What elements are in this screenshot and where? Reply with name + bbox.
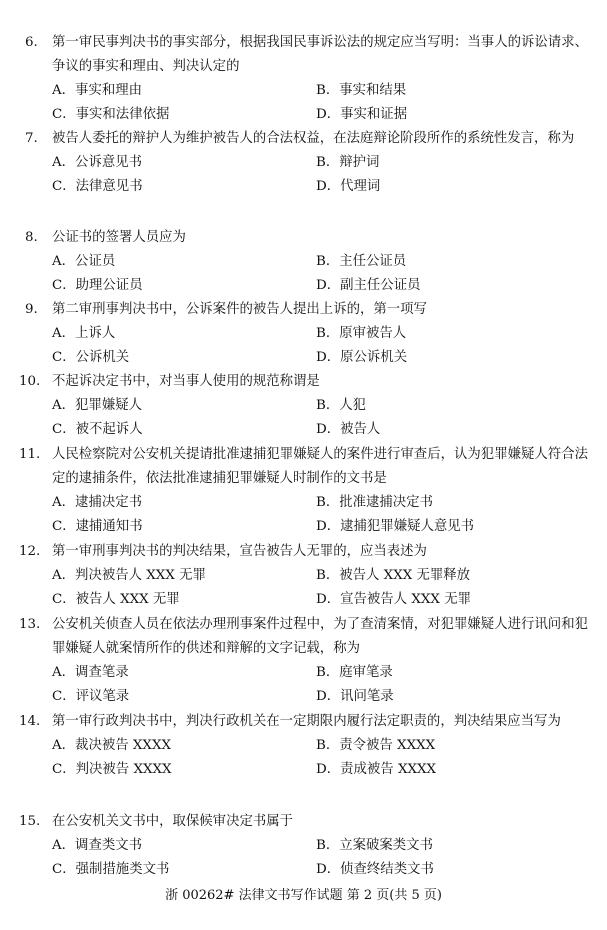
question-text: 第一审行政判决书中，判决行政机关在一定期限内履行法定职责的，判决结果应当写为 — [52, 714, 561, 729]
options — [0, 322, 607, 370]
option-a: A．公证员 — [52, 254, 116, 269]
options — [0, 661, 607, 709]
question-stem — [0, 810, 607, 834]
question-text: 被告人委托的辩护人为维护被告人的合法权益，在法庭辩论阶段所作的系统性发言，称为 — [52, 131, 575, 146]
option-d: D．副主任公证员 — [316, 278, 421, 293]
question-stem — [0, 540, 607, 564]
options — [0, 250, 607, 298]
question-text: 第一审民事判决书的事实部分，根据我国民事诉讼法的规定应当写明：当事人的诉讼请求、争议的事实和理由、判决认定的 — [52, 35, 588, 74]
option-d: D．事实和证据 — [316, 107, 408, 122]
question-11 — [0, 443, 607, 539]
option-a: A．事实和理由 — [52, 83, 143, 98]
option-b: B．主任公证员 — [316, 254, 407, 269]
option-c: C．公诉机关 — [52, 350, 130, 365]
option-a: A．上诉人 — [52, 326, 116, 341]
question-text: 公证书的签署人员应为 — [52, 230, 186, 245]
question-number: 7. — [25, 131, 38, 146]
option-c: C．被告人 XXX 无罪 — [52, 592, 180, 607]
option-a: A．裁决被告 XXXX — [52, 738, 172, 753]
question-number: 12. — [19, 544, 41, 559]
question-12 — [0, 540, 607, 612]
question-8 — [0, 226, 607, 298]
option-c: C．判决被告 XXXX — [52, 762, 172, 777]
options — [0, 491, 607, 539]
options — [0, 734, 607, 782]
option-c: C．逮捕通知书 — [52, 519, 143, 534]
option-d: D．责成被告 XXXX — [316, 762, 437, 777]
options — [0, 79, 607, 127]
option-b: B．庭审笔录 — [316, 665, 393, 680]
option-b: B．事实和结果 — [316, 83, 407, 98]
question-stem — [0, 298, 607, 322]
question-text: 不起诉决定书中，对当事人使用的规范称谓是 — [52, 374, 320, 389]
options — [0, 834, 607, 882]
option-c: C．评议笔录 — [52, 689, 130, 704]
question-text: 在公安机关文书中，取保候审决定书属于 — [52, 814, 294, 829]
question-number: 15. — [19, 814, 41, 829]
question-number: 6. — [25, 35, 38, 50]
question-number: 8. — [25, 230, 38, 245]
option-b: B．原审被告人 — [316, 326, 407, 341]
option-c: C．法律意见书 — [52, 179, 143, 194]
question-stem — [0, 443, 607, 491]
option-a: A．判决被告人 XXX 无罪 — [52, 568, 206, 583]
question-text: 第二审刑事判决书中，公诉案件的被告人提出上诉的，第一项写 — [52, 302, 427, 317]
option-b: B．人犯 — [316, 398, 367, 413]
question-number: 14. — [19, 714, 41, 729]
question-9 — [0, 298, 607, 370]
options — [0, 564, 607, 612]
option-d: D．讯问笔录 — [316, 689, 394, 704]
option-d: D．原公诉机关 — [316, 350, 408, 365]
option-a: A．调查笔录 — [52, 665, 129, 680]
option-d: D．侦查终结类文书 — [316, 862, 434, 877]
question-15 — [0, 810, 607, 882]
option-d: D．代理词 — [316, 179, 381, 194]
question-13 — [0, 613, 607, 709]
option-b: B．辩护词 — [316, 155, 380, 170]
page-footer: 浙 00262# 法律文书写作试题 第 2 页(共 5 页) — [165, 888, 442, 903]
question-number: 10. — [19, 374, 41, 389]
option-a: A．调查类文书 — [52, 838, 143, 853]
question-number: 11. — [19, 447, 41, 462]
question-stem — [0, 370, 607, 394]
question-stem — [0, 226, 607, 250]
option-d: D．逮捕犯罪嫌疑人意见书 — [316, 519, 475, 534]
option-b: B．被告人 XXX 无罪释放 — [316, 568, 471, 583]
question-text: 人民检察院对公安机关提请批准逮捕犯罪嫌疑人的案件进行审查后，认为犯罪嫌疑人符合法定的逮捕条件，依法批准逮捕犯罪嫌疑人时制作的文书是 — [52, 447, 588, 486]
question-text: 公安机关侦查人员在依法办理刑事案件过程中，为了查清案情，对犯罪嫌疑人进行讯问和犯罪嫌疑人就案情所作的供述和辩解的文字记载，称为 — [52, 617, 588, 656]
question-10 — [0, 370, 607, 442]
question-6 — [0, 31, 607, 127]
question-14 — [0, 710, 607, 782]
question-text: 第一审刑事判决书的判决结果，宣告被告人无罪的，应当表述为 — [52, 544, 427, 559]
question-7 — [0, 127, 607, 199]
options — [0, 151, 607, 199]
option-c: C．强制措施类文书 — [52, 862, 170, 877]
option-c: C．被不起诉人 — [52, 422, 143, 437]
option-a: A．犯罪嫌疑人 — [52, 398, 143, 413]
question-stem — [0, 127, 607, 151]
option-a: A．逮捕决定书 — [52, 495, 143, 510]
option-b: B．批准逮捕决定书 — [316, 495, 433, 510]
question-number: 9. — [25, 302, 38, 317]
option-c: C．事实和法律依据 — [52, 107, 170, 122]
option-a: A．公诉意见书 — [52, 155, 143, 170]
option-d: D．宣告被告人 XXX 无罪 — [316, 592, 471, 607]
options — [0, 394, 607, 442]
question-stem — [0, 31, 607, 79]
question-number: 13. — [19, 617, 41, 632]
option-c: C．助理公证员 — [52, 278, 143, 293]
question-stem — [0, 613, 607, 661]
option-d: D．被告人 — [316, 422, 381, 437]
option-b: B．责令被告 XXXX — [316, 738, 436, 753]
question-stem — [0, 710, 607, 734]
option-b: B．立案破案类文书 — [316, 838, 433, 853]
